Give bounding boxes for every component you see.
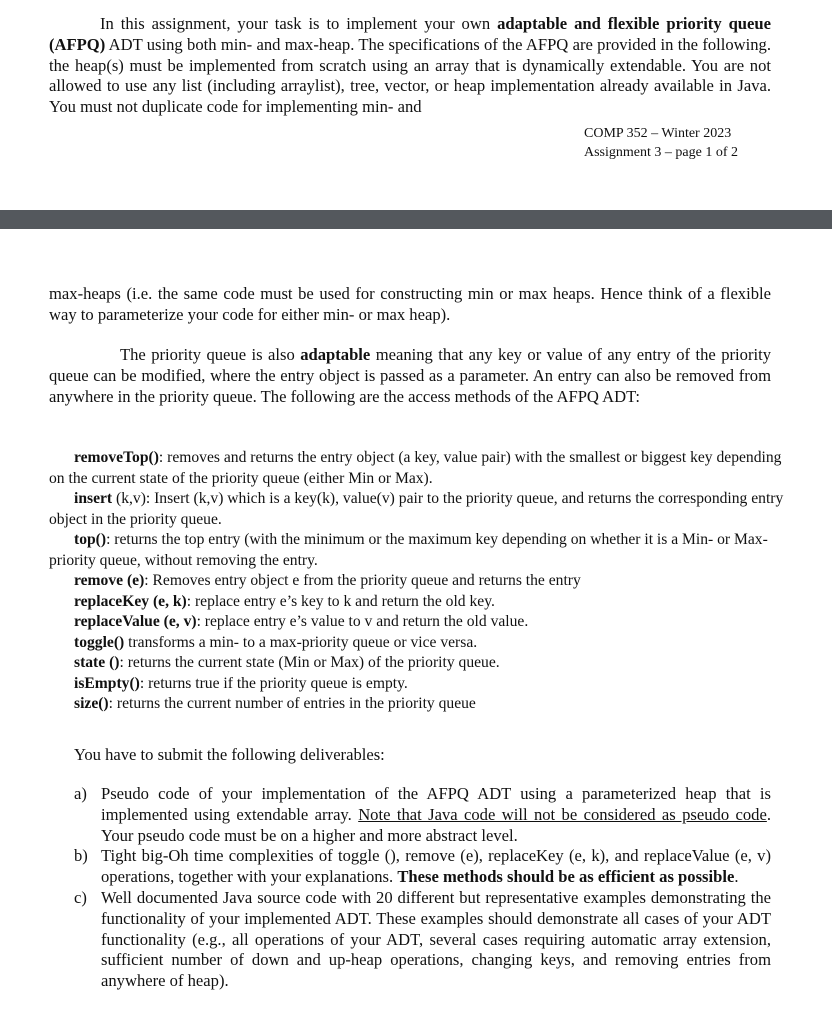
- method-name: replaceKey (e, k): [74, 592, 187, 610]
- method-name: state (): [74, 654, 120, 671]
- method-name: replaceValue (e, v): [74, 613, 197, 630]
- intro-bold-afpq: adaptable and flexible priority queue (AFPQ): [49, 14, 771, 54]
- methods-list: [49, 448, 789, 715]
- method-isempty: [49, 674, 789, 695]
- deliverable-label: c): [74, 887, 87, 907]
- continuation-paragraph: max-heaps (i.e. the same code must be used for constructing min or max heaps. Hence think of a flexible way to parameterize your code for either min- or max heap).: [49, 284, 771, 324]
- method-name: toggle(): [74, 633, 125, 651]
- deliverable-a-text-1: Pseudo code of your implementation of the AFPQ ADT using a parameterized heap that is implemented using extendable array.: [101, 784, 771, 824]
- method-name: top(): [74, 531, 107, 548]
- deliverable-b-text-2: .: [734, 867, 739, 887]
- method-name: removeTop(): [74, 449, 159, 466]
- adaptable-bold: adaptable: [300, 345, 371, 364]
- method-desc: : returns the current state (Min or Max) of the priority queue.: [119, 654, 500, 671]
- deliverables-list: [74, 784, 771, 992]
- adaptable-text-1: The priority queue is also: [120, 345, 301, 364]
- method-name: remove (e): [74, 572, 145, 589]
- page-separator: [0, 210, 832, 229]
- method-desc: : returns true if the priority queue is empty.: [139, 674, 408, 692]
- deliverable-a-text-2: . Your pseudo code must be on a higher and more abstract level.: [101, 804, 771, 845]
- adaptable-text-2: meaning that any key or value of any entry of the priority queue can be modified, where the entry object is passed as a parameter. An entry can also be removed from anywhere in the priority queue. The following are the access methods of the AFPQ ADT:: [49, 345, 771, 406]
- deliverable-a: [74, 784, 771, 846]
- method-remove: [49, 571, 789, 592]
- page-label: Assignment 3 – page 1 of 2: [584, 144, 738, 160]
- deliverable-b: [74, 846, 771, 888]
- method-toggle: [49, 633, 789, 654]
- method-desc: : replace entry e’s key to k and return the old key.: [186, 592, 495, 610]
- deliverables-intro: You have to submit the following deliverables:: [74, 745, 385, 764]
- intro-text-1: In this assignment, your task is to implement your own: [100, 14, 498, 33]
- deliverable-a-underlined: Note that Java code will not be considered as pseudo code: [358, 804, 767, 824]
- method-desc: : Removes entry object e from the priority queue and returns the entry: [144, 572, 581, 589]
- deliverable-b-bold: These methods should be as efficient as possible: [397, 867, 735, 887]
- method-name: size(): [74, 695, 109, 712]
- deliverable-c: [74, 888, 771, 992]
- deliverable-label: a): [74, 784, 87, 803]
- method-desc: transforms a min- to a max-priority queue or vice versa.: [124, 633, 478, 651]
- method-state: [49, 653, 789, 674]
- adaptable-paragraph: [49, 345, 771, 407]
- method-insert: [49, 489, 789, 530]
- intro-paragraph: [49, 14, 771, 118]
- intro-text-2: ADT using both min- and max-heap. The specifications of the AFPQ are provided in the following. the heap(s) must be implemented from scratch using an array that is dynamically extendable. You are not allowed to use any list (including arraylist), tree, vector, or heap implementation already available in Java. You must not duplicate code for implementing min- and: [49, 34, 771, 117]
- deliverable-c-text: Well documented Java source code with 20 different but representative examples demonstrating the functionality of your implemented ADT. These examples should demonstrate all cases of your ADT functionality (e.g., all operations of your ADT, several cases requiring automatic array extension, sufficient number of down and up-heap operations, changing keys, and removing entries from anywhere of heap).: [101, 887, 771, 991]
- method-desc: : replace entry e’s value to v and return the old value.: [196, 613, 529, 630]
- method-desc: : returns the current number of entries in the priority queue: [108, 695, 476, 712]
- method-name: isEmpty(): [74, 674, 140, 692]
- method-desc: (k,v): Insert (k,v) which is a key(k), value(v) pair to the priority queue, and returns the corresponding entry object in the priority queue.: [49, 490, 784, 528]
- method-size: [49, 694, 789, 715]
- deliverable-b-text-1: Tight big-Oh time complexities of toggle (), remove (e), replaceKey (e, k), and replaceValue (e, v) operations, together with your explanations.: [101, 846, 771, 887]
- method-desc: : removes and returns the entry object (a key, value pair) with the smallest or biggest key depending on the current state of the priority queue (either Min or Max).: [49, 449, 782, 487]
- deliverable-label: b): [74, 846, 88, 866]
- assignment-header: [584, 125, 738, 162]
- method-removetop: [49, 448, 789, 489]
- method-replacevalue: [49, 612, 789, 633]
- course-label: COMP 352 – Winter 2023: [584, 126, 732, 141]
- method-name: insert: [74, 490, 113, 507]
- method-top: [49, 530, 789, 571]
- method-desc: : returns the top entry (with the minimum or the maximum key depending on whether it is a Min- or Max-priority queue, without removing the entry.: [49, 531, 768, 569]
- method-replacekey: [49, 592, 789, 613]
